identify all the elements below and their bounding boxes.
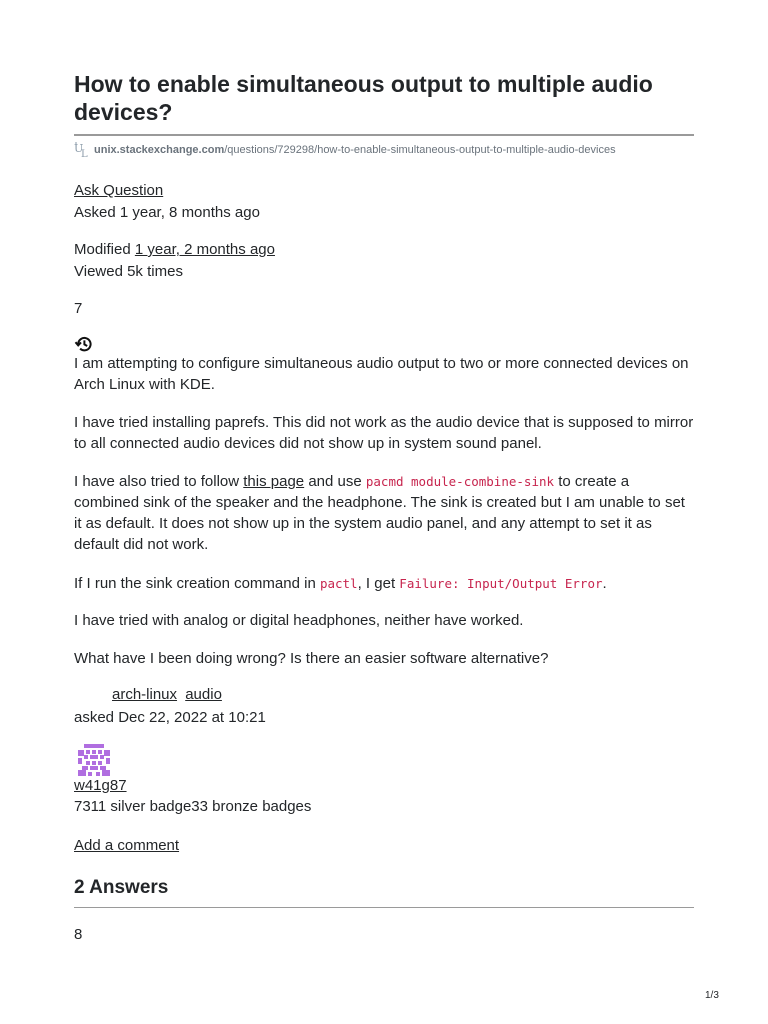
this-page-link[interactable]: this page bbox=[243, 473, 305, 490]
modified-link[interactable]: 1 year, 2 months ago bbox=[134, 241, 275, 258]
question-body-p1: I am attempting to configure simultaneous audio output to two or more connected devices on Arch Linux with KDE. bbox=[74, 355, 689, 393]
vote-count: 7 bbox=[74, 300, 83, 317]
asked-ago: Asked 1 year, 8 months ago bbox=[74, 204, 260, 221]
question-body-p3: I have also tried to follow this page and use pacmd module-combine-sink to create a combined sink of the speaker and the headphone. The sink is created but I am unable to set it as default. It does not show up in the system audio panel, and any attempt to set it as default did not work. bbox=[74, 473, 685, 553]
asked-date: asked Dec 22, 2022 at 10:21 bbox=[74, 709, 266, 726]
svg-text:U: U bbox=[74, 142, 84, 155]
user-badges: 7311 silver badge33 bronze badges bbox=[74, 798, 312, 815]
question-body-p5: I have tried with analog or digital headphones, neither have worked. bbox=[74, 612, 524, 629]
modified-info bbox=[74, 239, 275, 260]
answer-vote-count: 8 bbox=[74, 926, 83, 943]
tag-list bbox=[112, 684, 222, 705]
question-body-p2: I have tried installing paprefs. This did not work as the audio device that is supposed to mirror to all connected audio devices did not show up in system sound panel. bbox=[74, 414, 694, 452]
question-body-p4: If I run the sink creation command in pactl, I get Failure: Input/Output Error. bbox=[74, 575, 607, 592]
answers-divider bbox=[74, 907, 694, 908]
url-host: unix.stackexchange.com bbox=[94, 143, 225, 156]
viewed-count: Viewed 5k times bbox=[74, 263, 183, 280]
tag-arch-linux[interactable]: arch-linux bbox=[112, 686, 178, 703]
url-path: /questions/729298/how-to-enable-simultaneous-output-to-multiple-audio-devices bbox=[224, 143, 616, 156]
avatar[interactable] bbox=[78, 744, 110, 776]
title-divider bbox=[74, 134, 694, 136]
svg-text:L: L bbox=[81, 149, 88, 158]
page-number: 1/3 bbox=[705, 990, 719, 1001]
question-body-p6: What have I been doing wrong? Is there an easier software alternative? bbox=[74, 650, 549, 667]
modified-label: Modified bbox=[74, 241, 135, 258]
inline-code: Failure: Input/Output Error bbox=[399, 576, 603, 591]
inline-code: pacmd module-combine-sink bbox=[365, 474, 555, 489]
page-title: How to enable simultaneous output to multiple audio devices? bbox=[74, 71, 653, 125]
add-comment-link[interactable]: Add a comment bbox=[74, 837, 180, 854]
inline-code: pactl bbox=[319, 576, 358, 591]
user-name-link[interactable]: w41g87 bbox=[74, 777, 127, 794]
answers-heading: 2 Answers bbox=[74, 877, 169, 898]
history-icon[interactable] bbox=[74, 334, 94, 354]
tag-audio[interactable]: audio bbox=[185, 686, 222, 703]
ask-question-link[interactable]: Ask Question bbox=[74, 182, 164, 199]
site-logo-icon bbox=[74, 141, 91, 158]
source-url[interactable] bbox=[74, 141, 714, 158]
